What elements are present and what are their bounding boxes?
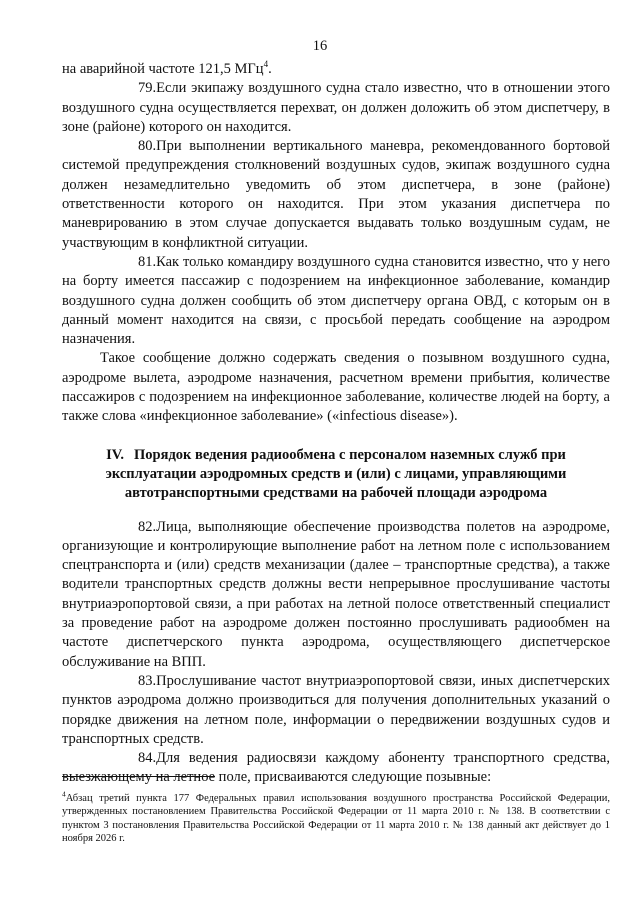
paragraph-79 xyxy=(62,79,610,137)
section-title: Порядок ведения радиообмена с персоналом наземных служб при эксплуатации аэродромных средств и (или) с лицами, управляющими автотранспортными средствами на рабочей площади аэродрома xyxy=(105,446,567,502)
footnote-reference: 4 xyxy=(263,59,269,70)
paragraph-text: Лица, выполняющие обеспечение производства полетов на аэродроме, организующие и контролирующие выполнение работ на летном поле с использованием спецтранспорта и (или) средств механизации (далее – транспортные средства), а также водители транспортных средств должны вести непрерывное прослушивание частоты внутриаэропортовой связи, а при работах на летной полосе ответственный специалист за проведение работ на аэродроме должен постоянно прослушивать радиообмен на частоте диспетчерского пункта аэродрома, осуществляющего диспетчерское обслуживание на ВПП. xyxy=(62,518,610,670)
paragraph-80 xyxy=(62,137,610,253)
paragraph-number: 79. xyxy=(138,80,157,97)
paragraph-number: 84. xyxy=(138,750,157,767)
paragraph-number: 80. xyxy=(138,138,157,155)
section-heading xyxy=(62,446,610,504)
paragraph-number: 82. xyxy=(138,518,157,535)
continuation-period: . xyxy=(268,61,272,77)
paragraph-number: 83. xyxy=(138,672,157,689)
paragraph-84 xyxy=(62,749,610,788)
continuation-text: на аварийной частоте 121,5 МГц xyxy=(62,61,264,77)
continuation-paragraph xyxy=(62,60,610,79)
footnote xyxy=(62,789,610,845)
paragraph-text: При выполнении вертикального маневра, рекомендованного бортовой системой предупреждения столкновений воздушных судов, экипаж воздушного судна должен незамедлительно уведомить об этом диспетчера, в зоне (районе) ответственности которого он находится. При этом указания диспетчера по маневрированию в этом случае допускается выдавать только воздушным судам, не участвующим в конфликтной ситуации. xyxy=(62,138,610,251)
paragraph-81-continuation: Такое сообщение должно содержать сведения о позывном воздушного судна, аэродроме вылета, аэродроме назначения, расчетном времени прибытия, количестве пассажиров с подозрением на инфекционное заболевание, количестве людей на борту, а также слова «инфекционное заболевание» («infectious disease»). xyxy=(62,350,610,425)
paragraph-83 xyxy=(62,672,610,749)
page-number: 16 xyxy=(312,38,328,54)
paragraph-text: Если экипажу воздушного судна стало известно, что в отношении этого воздушного судна осуществляется перехват, он должен доложить об этом диспетчеру, в зоне (районе) которого он находится. xyxy=(62,80,610,135)
footnote-marker: 4 xyxy=(62,789,66,799)
paragraph-text: Для ведения радиосвязи каждому абоненту транспортного средства, выезжающему на летное поле, присваиваются следующие позывные: xyxy=(62,750,610,786)
paragraph-text: Как только командиру воздушного судна становится известно, что у него на борту имеется пассажир с подозрением на инфекционное заболевание, командир воздушного судна должен сообщить об этом диспетчеру органа ОВД, с которым он в данный момент находится на связи, с просьбой передать сообщение на аэродром назначения. xyxy=(62,253,610,348)
footnote-separator xyxy=(62,776,215,777)
body-text xyxy=(62,60,610,788)
paragraph-text: Прослушивание частот внутриаэропортовой связи, иных диспетчерских пунктов аэродрома должно производиться для получения дополнительных указаний о порядке движения на летном поле, информации о передвижении воздушных судов и транспортных средств. xyxy=(62,672,610,747)
section-number: IV. xyxy=(106,446,124,463)
footnote-text: Абзац третий пункта 177 Федеральных правил использования воздушного пространства Российской Федерации, утвержденных постановлением Правительства Российской Федерации от 11 марта 2010 г. № 138. В соответствии с пунктом 3 постановления Правительства Российской Федерации от 11 марта 2010 г. № 138 данный акт действует до 1 ноября 2026 г. xyxy=(62,793,610,844)
paragraph-number: 81. xyxy=(138,253,157,270)
paragraph-81 xyxy=(62,253,610,349)
paragraph-82 xyxy=(62,518,610,672)
